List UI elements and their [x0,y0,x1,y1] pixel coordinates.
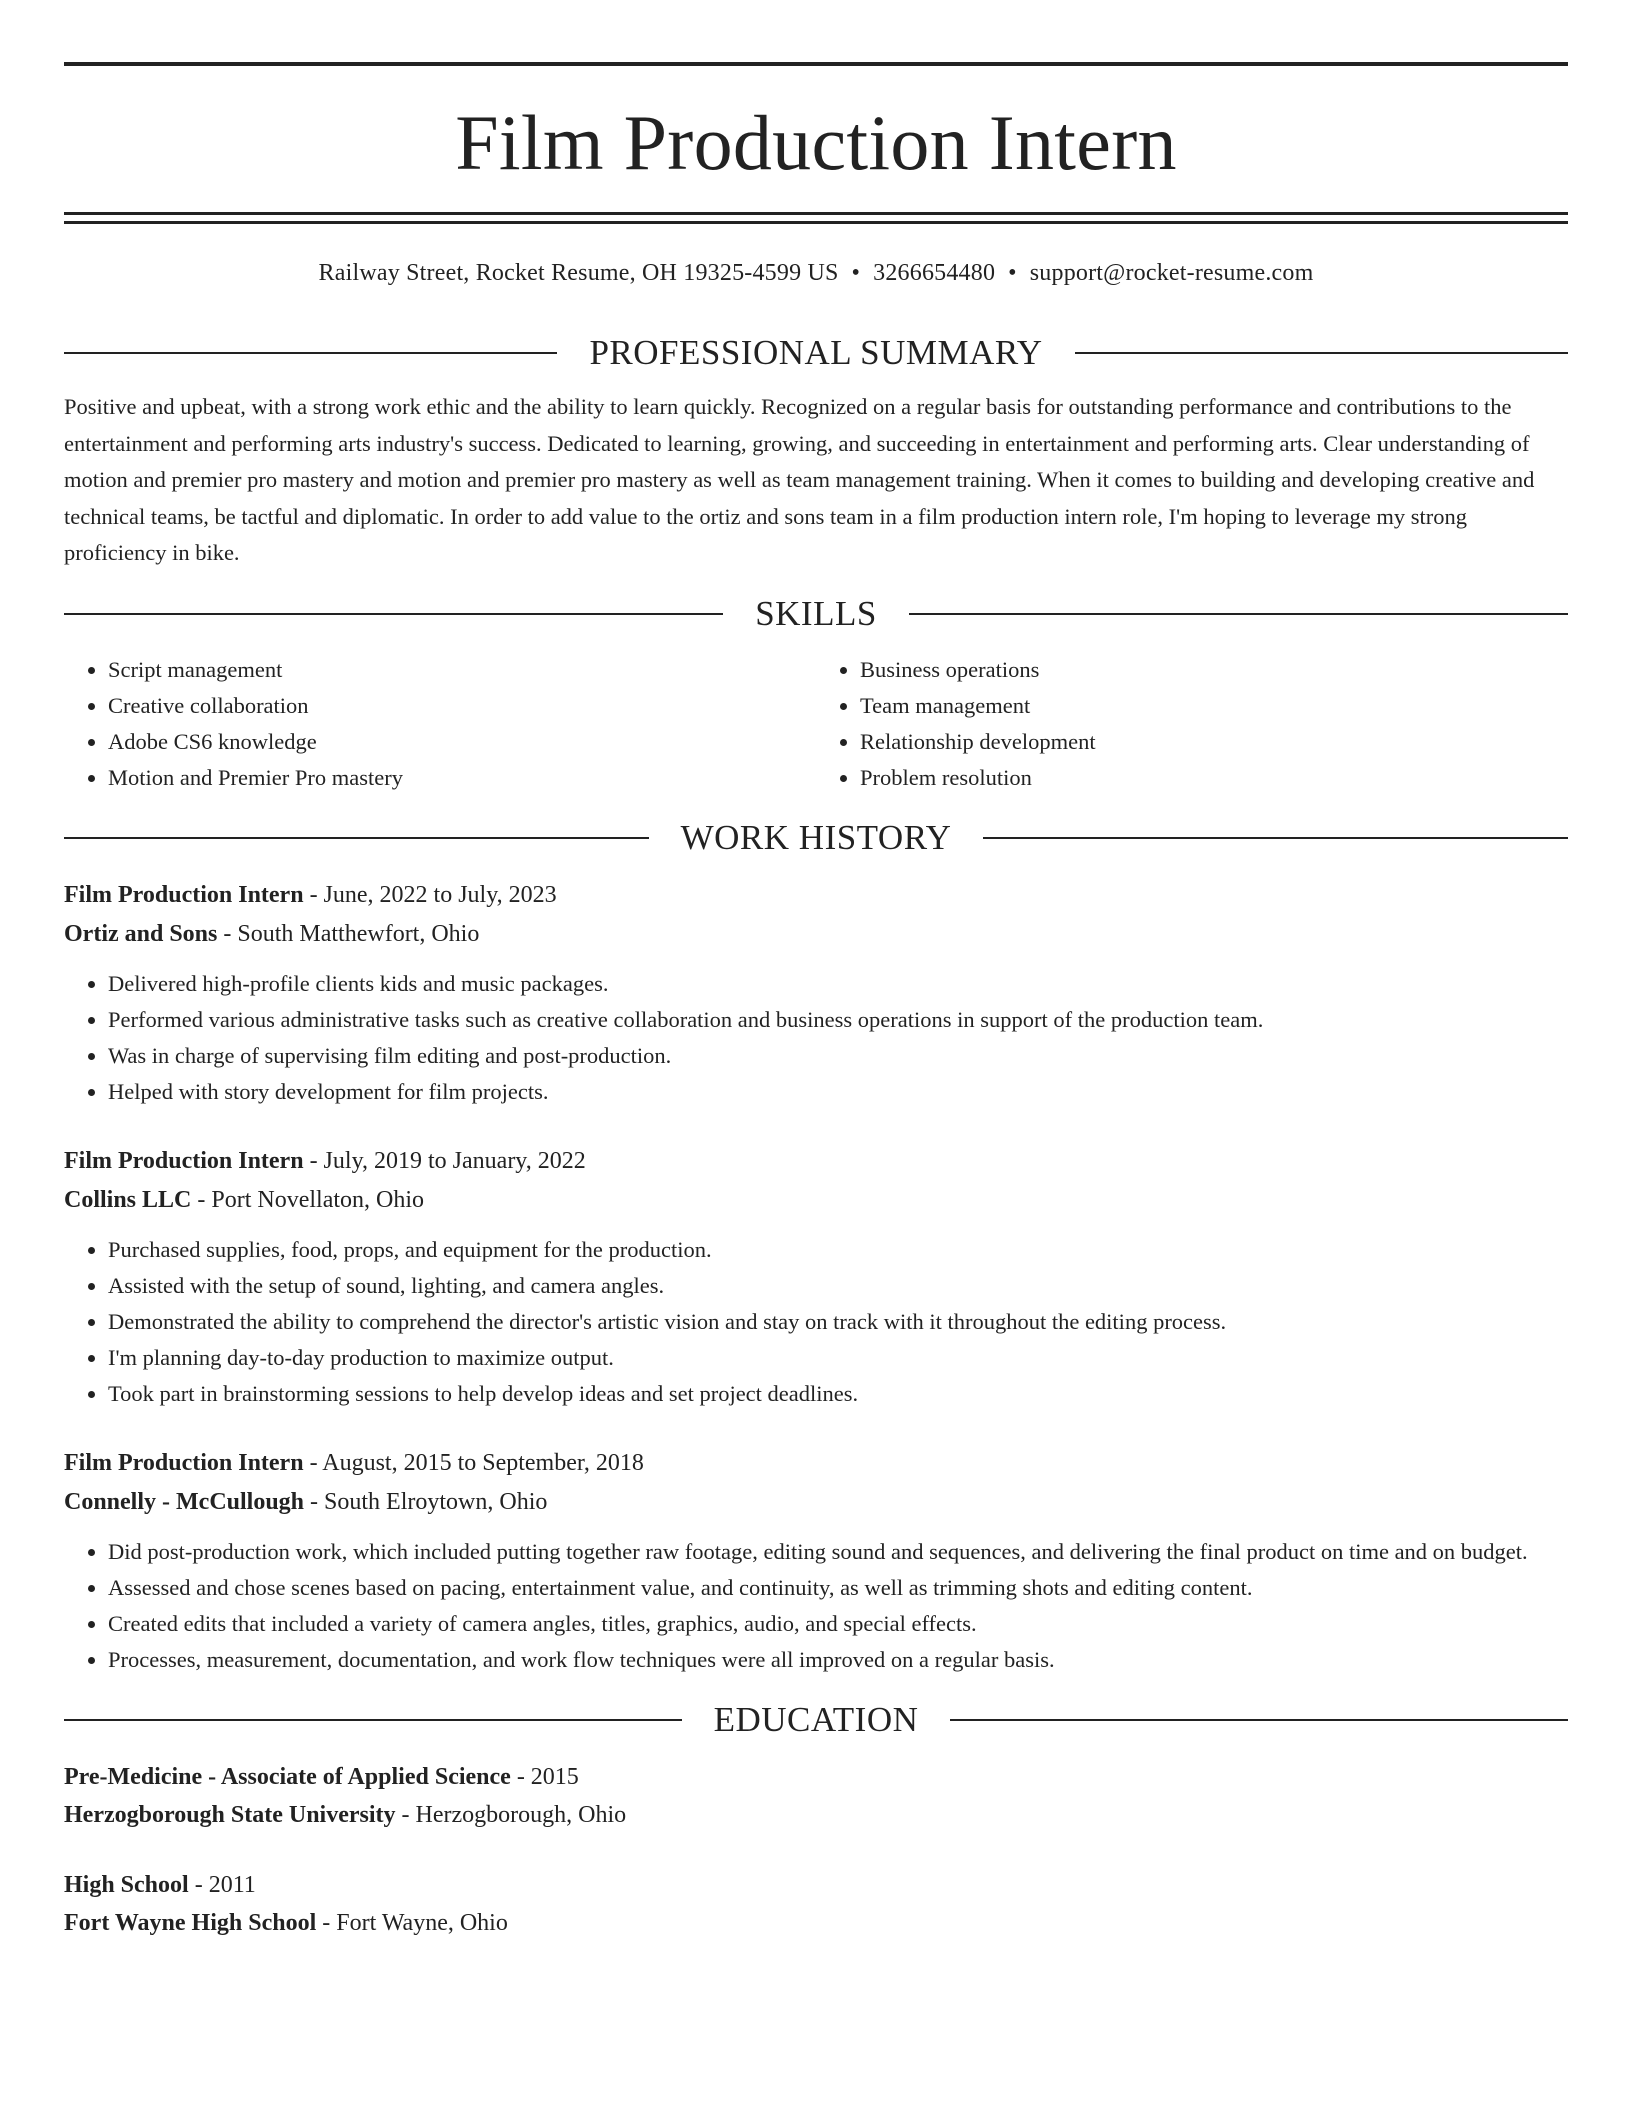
job-duty: • I'm planning day-to-day production to maximize output. [108,1340,1568,1376]
job-title: Film Production Intern [64,1147,304,1174]
job-dates: - August, 2015 to September, 2018 [303,1449,644,1476]
job-duty: • Assessed and chose scenes based on pacing, entertainment value, and continuity, as well as trimming shots and editing content. [108,1570,1568,1606]
education-year: - 2015 [510,1763,579,1790]
education-entry [64,1866,1568,1942]
job-duty: • Helped with story development for film projects. [108,1074,1568,1110]
heading-rule-right [950,1719,1568,1721]
skill-item: • Motion and Premier Pro mastery [108,760,816,796]
education-school: Fort Wayne High School [64,1909,317,1936]
education-entry [64,1758,1568,1834]
contact-address: Railway Street, Rocket Resume, OH 19325-4599 US [318,260,839,286]
summary-text: Positive and upbeat, with a strong work ethic and the ability to learn quickly. Recognized on a regular basis for outstanding performance and contributions to the entertainment and performing arts industry's success. Dedicated to learning, growing, and succeeding in entertainment and performing arts. Clear understanding of motion and premier pro mastery and motion and premier pro mastery as well as team management training. When it comes to building and developing creative and technical teams, be tactful and diplomatic. In order to add value to the ortiz and sons team in a film production intern role, I'm hoping to leverage my strong proficiency in bike. [64,394,1535,565]
job-duty: • Did post-production work, which included putting together raw footage, editing sound and sequences, and delivering the final product on time and on budget. [108,1534,1568,1570]
heading-rule-left [64,613,723,615]
job-location: - South Matthewfort, Ohio [217,920,480,947]
work-entry [64,1444,1568,1678]
education-location: - Herzogborough, Ohio [395,1801,627,1828]
job-company-line [64,1483,1568,1522]
job-location: - South Elroytown, Ohio [304,1488,548,1515]
education-heading: EDUCATION [713,1699,919,1739]
job-duty: • Processes, measurement, documentation, and work flow techniques were all improved on a regular basis. [108,1642,1568,1678]
contact-separator: • [851,260,861,286]
heading-rule-right [1075,352,1568,354]
job-company: Collins LLC [64,1186,192,1213]
skill-item: • Creative collaboration [108,688,816,724]
job-duty: • Demonstrated the ability to comprehend the director's artistic vision and stay on track with it throughout the editing process. [108,1304,1568,1340]
skill-item: • Relationship development [860,724,1568,760]
job-title-line [64,1444,1568,1483]
contact-line [64,260,1568,287]
skill-item: • Problem resolution [860,760,1568,796]
contact-phone: 3266654480 [873,260,996,286]
contact-separator: • [1008,260,1017,286]
heading-rule-left [64,837,649,839]
job-company: Connelly - McCullough [64,1488,305,1515]
skill-item: • Adobe CS6 knowledge [108,724,816,760]
job-duty: • Performed various administrative tasks such as creative collaboration and business operations in support of the production team. [108,1002,1568,1038]
job-title: Film Production Intern [64,1449,304,1476]
job-duty: • Assisted with the setup of sound, lighting, and camera angles. [108,1268,1568,1304]
job-title-line [64,876,1568,915]
job-duty: • Purchased supplies, food, props, and equipment for the production. [108,1232,1568,1268]
education-degree: High School [64,1871,189,1898]
skills-column-left [64,652,816,796]
job-company-line [64,1181,1568,1220]
skill-item: • Script management [108,652,816,688]
education-degree-line [64,1866,1568,1904]
education-location: - Fort Wayne, Ohio [316,1909,508,1936]
education-school-line [64,1904,1568,1942]
heading-rule-right [909,613,1568,615]
work-entry [64,876,1568,1110]
heading-rule-right [983,837,1568,839]
education-school-line [64,1796,1568,1834]
contact-email: support@rocket-resume.com [1029,260,1314,286]
heading-rule-left [64,352,557,354]
job-company: Ortiz and Sons [64,920,218,947]
job-company-line [64,915,1568,954]
job-duty: • Delivered high-profile clients kids and music packages. [108,966,1568,1002]
job-dates: - June, 2022 to July, 2023 [303,881,557,908]
skills-column-right [816,652,1568,796]
title-double-rule [64,212,1568,224]
job-duties [64,1232,1568,1412]
resume-title: Film Production Intern [455,99,1177,186]
heading-rule-left [64,1719,682,1721]
job-duty: • Was in charge of supervising film editing and post-production. [108,1038,1568,1074]
summary-heading: PROFESSIONAL SUMMARY [589,333,1043,372]
skills-list [64,652,1568,796]
skill-item: • Business operations [860,652,1568,688]
work-entry [64,1142,1568,1412]
top-rule [64,62,1568,66]
summary-section-heading [64,333,1568,373]
job-duty: • Created edits that included a variety of camera angles, titles, graphics, audio, and special effects. [108,1606,1568,1642]
education-degree: Pre-Medicine - Associate of Applied Science [64,1763,511,1790]
work-section-heading [64,818,1568,858]
education-degree-line [64,1758,1568,1796]
job-location: - Port Novellaton, Ohio [191,1186,425,1213]
skills-heading: SKILLS [755,593,877,633]
job-duties [64,966,1568,1110]
skills-section-heading [64,594,1568,634]
job-duty: • Took part in brainstorming sessions to help develop ideas and set project deadlines. [108,1376,1568,1412]
work-heading: WORK HISTORY [680,817,952,857]
education-section-heading [64,1700,1568,1740]
education-school: Herzogborough State University [64,1801,396,1828]
education-year: - 2011 [188,1871,256,1898]
job-duties [64,1534,1568,1678]
job-title-line [64,1142,1568,1181]
skill-item: • Team management [860,688,1568,724]
job-dates: - July, 2019 to January, 2022 [303,1147,586,1174]
job-title: Film Production Intern [64,881,304,908]
